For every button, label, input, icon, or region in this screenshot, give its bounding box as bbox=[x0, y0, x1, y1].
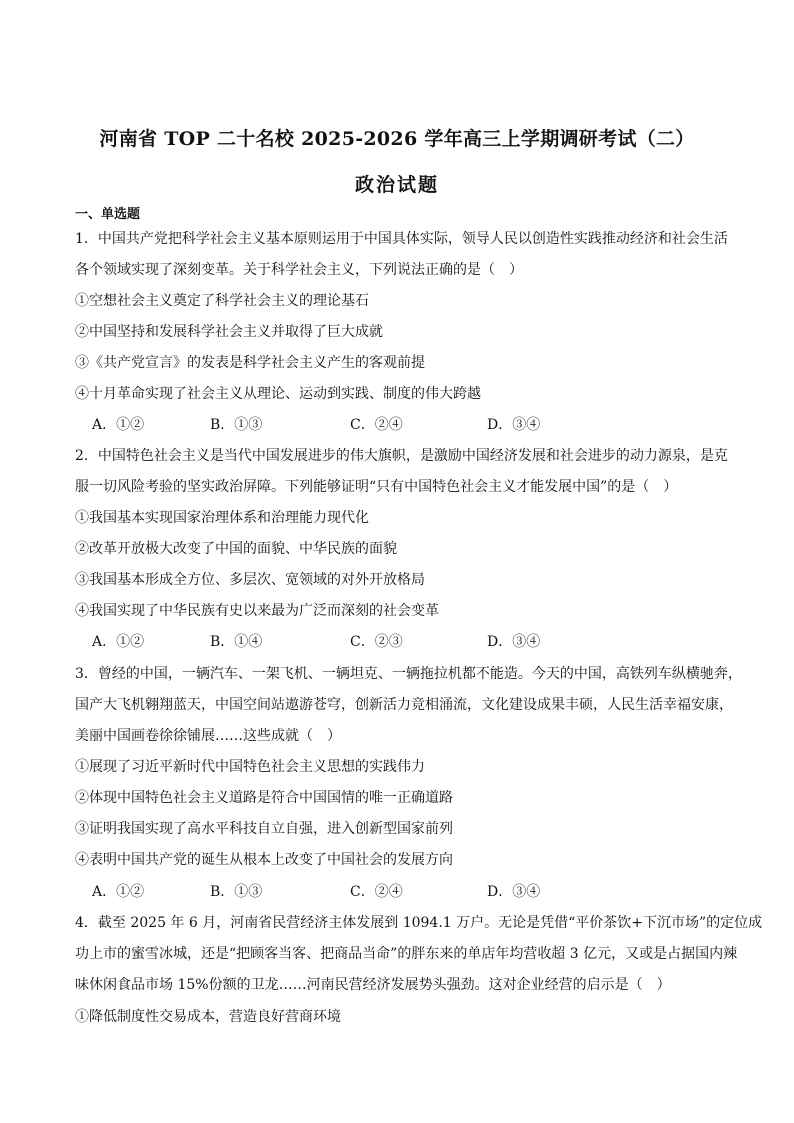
question-3-stem-line-2: 国产大飞机翱翔蓝天，中国空间站遨游苍穹，创新活力竞相涌流，文化建设成果丰硕，人民生活幸福安康， bbox=[75, 697, 733, 713]
question-4-stem-line-3: 味休闲食品市场 15%份额的卫龙……河南民营经济发展势头强劲。这对企业经营的启示是（ ） bbox=[75, 977, 671, 993]
option-b: B．①③ bbox=[210, 884, 263, 900]
exam-subtitle: 政治试题 bbox=[354, 174, 439, 196]
question-1-statement-3: ③《共产党宣言》的发表是科学社会主义产生的客观前提 bbox=[75, 355, 425, 371]
question-3-statement-1: ①展现了习近平新时代中国特色社会主义思想的实践伟力 bbox=[75, 759, 425, 775]
question-2-statement-3: ③我国基本形成全方位、多层次、宽领域的对外开放格局 bbox=[75, 572, 425, 588]
question-3-stem-line-3: 美丽中国画卷徐徐铺展……这些成就（ ） bbox=[75, 728, 341, 744]
question-1-statement-2: ②中国坚持和发展科学社会主义并取得了巨大成就 bbox=[75, 324, 383, 340]
question-2-stem-line-1: 2．中国特色社会主义是当代中国发展进步的伟大旗帜，是激励中国经济发展和社会进步的动力源泉，是克 bbox=[75, 448, 728, 464]
option-d: D．③④ bbox=[487, 884, 541, 900]
exam-title: 河南省 TOP 二十名校 2025-2026 学年高三上学期调研考试（二） bbox=[99, 128, 695, 150]
question-2-stem-line-2: 服一切风险考验的坚实政治屏障。下列能够证明“只有中国特色社会主义才能发展中国”的是（ ） bbox=[75, 479, 678, 495]
question-1-stem-line-1: 1．中国共产党把科学社会主义基本原则运用于中国具体实际，领导人民以创造性实践推动经济和社会生活 bbox=[75, 231, 728, 247]
question-1-stem-line-2: 各个领域实现了深刻变革。关于科学社会主义，下列说法正确的是（ ） bbox=[75, 262, 523, 278]
question-4-stem-line-1: 4．截至 2025 年 6 月，河南省民营经济主体发展到 1094.1 万户。无论是凭借“平价茶饮+下沉市场”的定位成 bbox=[75, 915, 763, 931]
question-2-statement-1: ①我国基本实现国家治理体系和治理能力现代化 bbox=[75, 510, 369, 526]
option-d: D．③④ bbox=[487, 634, 541, 650]
option-b: B．①③ bbox=[210, 417, 263, 433]
question-1-statement-1: ①空想社会主义奠定了科学社会主义的理论基石 bbox=[75, 293, 369, 309]
question-3-stem-line-1: 3．曾经的中国，一辆汽车、一架飞机、一辆坦克、一辆拖拉机都不能造。今天的中国，高铁列车纵横驰奔， bbox=[75, 666, 742, 682]
option-a: A．①② bbox=[92, 634, 145, 650]
option-d: D．③④ bbox=[487, 417, 541, 433]
option-c: C．②④ bbox=[350, 884, 403, 900]
question-3-statement-2: ②体现中国特色社会主义道路是符合中国国情的唯一正确道路 bbox=[75, 790, 453, 806]
question-2-statement-2: ②改革开放极大改变了中国的面貌、中华民族的面貌 bbox=[75, 541, 397, 557]
option-a: A．①② bbox=[92, 417, 145, 433]
option-c: C．②③ bbox=[350, 634, 403, 650]
question-4-statement-1: ①降低制度性交易成本，营造良好营商环境 bbox=[75, 1009, 341, 1025]
question-4-stem-line-2: 功上市的蜜雪冰城，还是“把顾客当客、把商品当命”的胖东来的单店年均营收超 3 亿元，又或是占据国内辣 bbox=[75, 946, 738, 962]
question-1-statement-4: ④十月革命实现了社会主义从理论、运动到实践、制度的伟大跨越 bbox=[75, 386, 481, 402]
option-a: A．①② bbox=[92, 884, 145, 900]
question-3-statement-4: ④表明中国共产党的诞生从根本上改变了中国社会的发展方向 bbox=[75, 852, 453, 868]
question-2-statement-4: ④我国实现了中华民族有史以来最为广泛而深刻的社会变革 bbox=[75, 603, 439, 619]
question-3-statement-3: ③证明我国实现了高水平科技自立自强，进入创新型国家前列 bbox=[75, 821, 453, 837]
option-b: B．①④ bbox=[210, 634, 263, 650]
option-c: C．②④ bbox=[350, 417, 403, 433]
section-heading: 一、单选题 bbox=[75, 207, 141, 222]
